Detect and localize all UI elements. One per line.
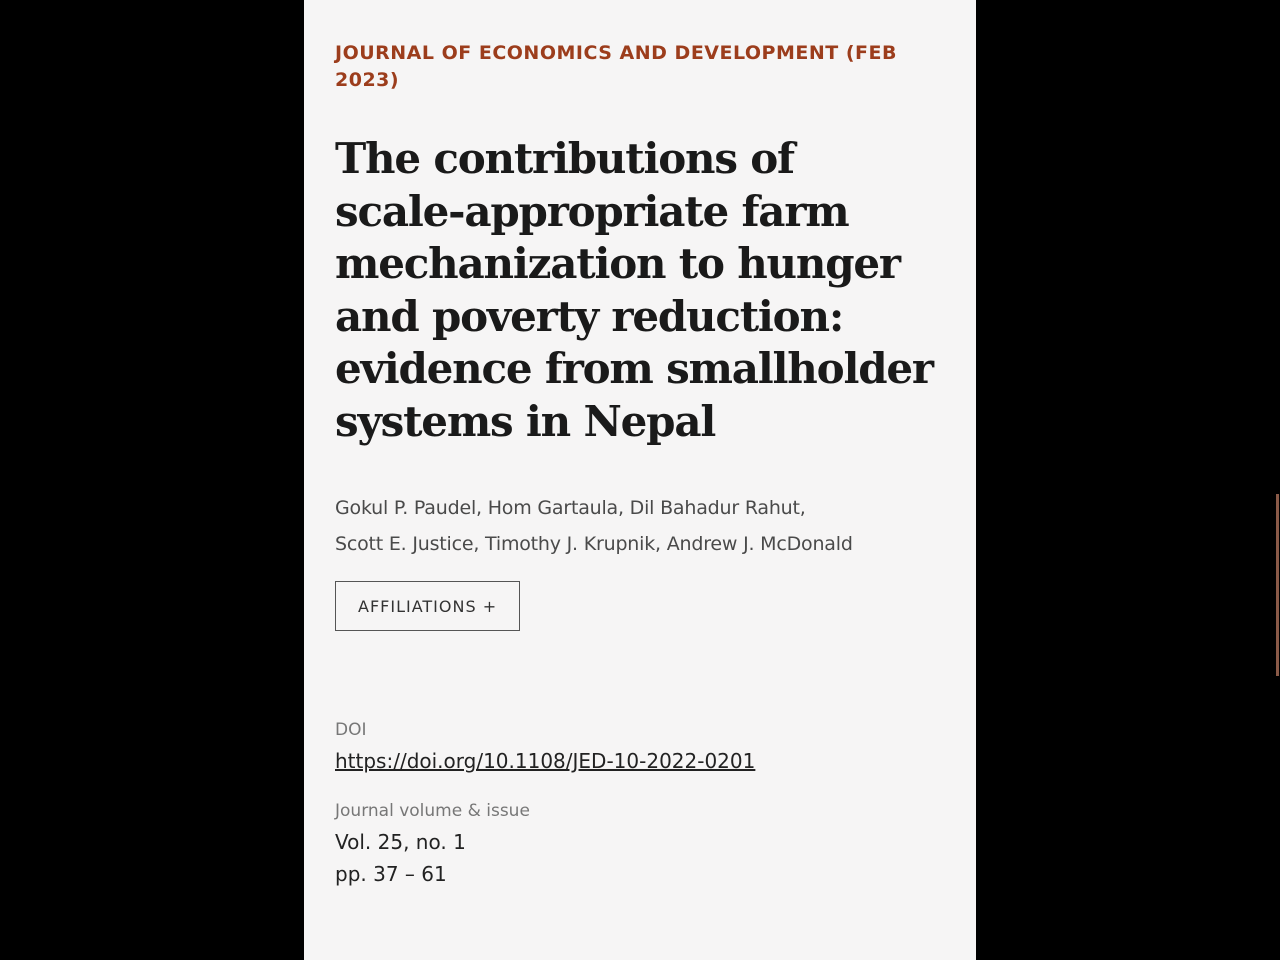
page-range: pp. 37 – 61 [335,862,447,886]
journal-name[interactable] [335,40,935,94]
authors-line2: Scott E. Justice, Timothy J. Krupnik, Andrew J. McDonald [335,533,853,555]
volume-issue-value: Vol. 25, no. 1 [335,830,466,854]
doi-label: DOI [335,720,367,740]
affiliations-button[interactable]: AFFILIATIONS + [335,581,520,631]
article-content [335,40,935,890]
side-accent-bar [1276,494,1279,676]
author-list [335,490,935,562]
journal-name-line1: JOURNAL OF ECONOMICS AND DEVELOPMENT (FEB [335,42,897,64]
journal-name-line2: 2023) [335,69,400,91]
article-title: The contributions of scale-appropriate farm mechanization to hunger and poverty reduction: evidence from smallholder systems in Nepal [335,134,933,446]
doi-link[interactable]: https://doi.org/10.1108/JED-10-2022-0201 [335,749,756,773]
authors-line1: Gokul P. Paudel, Hom Gartaula, Dil Bahadur Rahut, [335,497,806,519]
volume-issue-label: Journal volume & issue [335,801,530,821]
article-page [304,0,976,960]
